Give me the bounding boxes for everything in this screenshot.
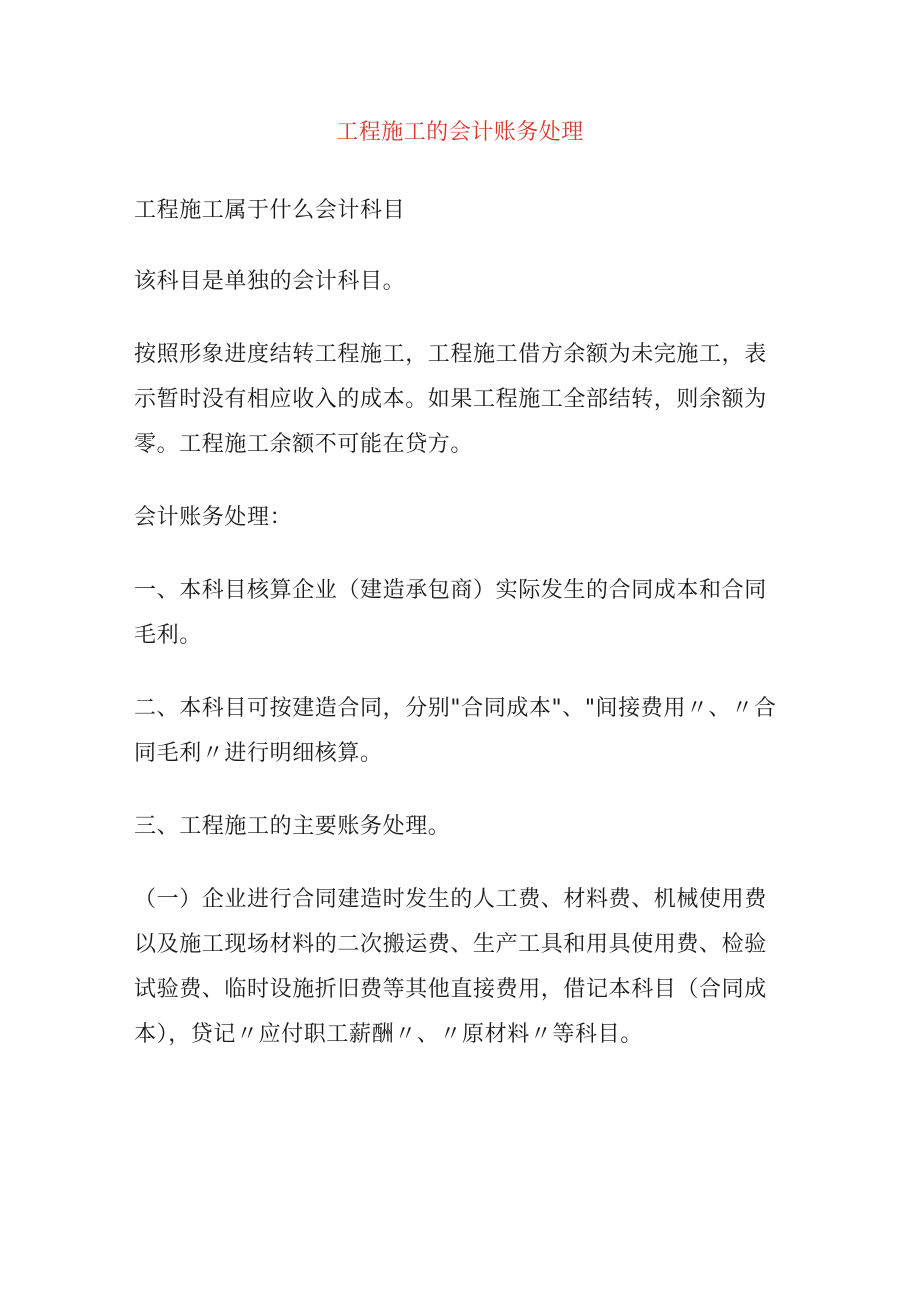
paragraph: （一）企业进行合同建造时发生的人工费、材料费、机械使用费以及施工现场材料的二次搬运费、生产工具和用具使用费、检验试验费、临时设施折旧费等其他直接费用，借记本科目（合同成本），贷记〃应付职工薪酬〃、〃原材料〃等科目。 [134, 887, 767, 1047]
paragraph: 一、本科目核算企业（建造承包商）实际发生的合同成本和合同毛利。 [134, 578, 767, 648]
document-title: 工程施工的会计账务处理 [336, 120, 584, 145]
paragraph: 该科目是单独的会计科目。 [134, 269, 406, 294]
paragraph: 会计账务处理： [134, 505, 293, 530]
paragraph: 三、工程施工的主要账务处理。 [134, 814, 451, 839]
paragraph: 按照形象进度结转工程施工，工程施工借方余额为未完施工，表示暂时没有相应收入的成本。如果工程施工全部结转，则余额为零。工程施工余额不可能在贷方。 [134, 342, 767, 457]
section-heading: 工程施工属于什么会计科目 [134, 198, 406, 223]
paragraph: 二、本科目可按建造合同，分别"合同成本"、"间接费用〃、〃合同毛利〃进行明细核算。 [134, 696, 777, 766]
document-body [134, 188, 786, 1085]
